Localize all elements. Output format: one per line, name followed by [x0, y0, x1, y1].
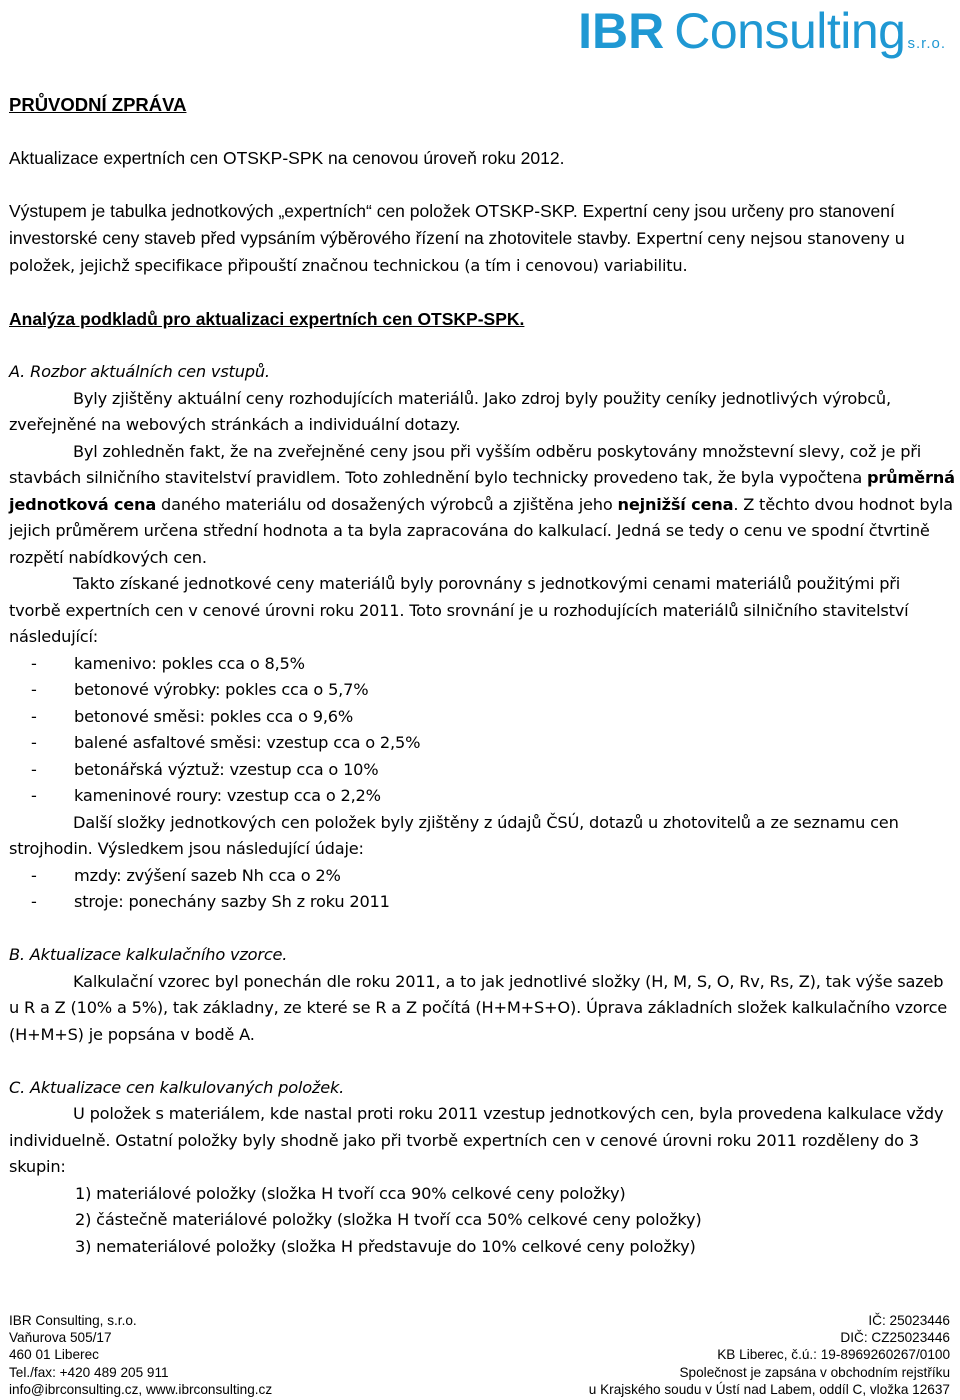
list-item: - betonářská výztuž: vzestup cca o 10% — [31, 759, 379, 779]
section-c-heading: C. Aktualizace cen kalkulovaných položek. — [9, 1077, 345, 1097]
footer-bank: KB Liberec, č.ú.: 19-8969260267/0100 — [717, 1347, 950, 1363]
list-item: - betonové směsi: pokles cca o 9,6% — [31, 706, 354, 726]
logo-suffix: s.r.o. — [907, 35, 946, 52]
footer-registration-info — [589, 1312, 950, 1398]
section-a-p3: Takto získané jednotkové ceny materiálů byly porovnány s jednotkovými cenami materiálů použitými při tvorbě expertních cen v cenové úrovni roku 2011. Toto srovnání je u rozhodujících materiálů silničního stavitelství následující: — [9, 574, 909, 646]
groups-list — [9, 1181, 955, 1261]
footer-ic: IČ: 25023446 — [868, 1313, 950, 1328]
analysis-heading: Analýza podkladů pro aktualizaci expertních cen OTSKP-SPK. — [9, 309, 525, 329]
section-a-heading: A. Rozbor aktuálních cen vstupů. — [9, 362, 270, 381]
bold-lowest-price: nejnižší cena — [617, 494, 734, 514]
footer-city: 460 01 Liberec — [9, 1347, 99, 1363]
document-title: PRŮVODNÍ ZPRÁVA — [9, 94, 187, 115]
footer-contact-links: info@ibrconsulting.cz, www.ibrconsulting.cz — [9, 1381, 273, 1397]
list-item: 3) nemateriálové položky (složka H představuje do 10% celkové ceny položky) — [75, 1236, 696, 1256]
other-inputs-list — [9, 863, 955, 916]
section-b-heading: B. Aktualizace kalkulačního vzorce. — [9, 945, 288, 964]
footer-street: Vaňurova 505/17 — [9, 1330, 112, 1346]
section-b-p1: Kalkulační vzorec byl ponechán dle roku 2011, a to jak jednotlivé složky (H, M, S, O, Rv, Rs, Z), tak výše sazeb u R a Z (10% a 5%), tak základny, ze které se R a Z počítá (H+M+S+O). Úprava základních složek kalkulačního vzorce (H+M+S) je popsána v bodě A. — [9, 971, 948, 1044]
section-a-p2: Byl zohledněn fakt, že na zveřejněné ceny jsou při vyšším odběru poskytovány množstevní slevy, což je při stavbách silničního stavitelství pravidlem. Toto zohlednění bylo technicky provedeno tak, že byla vypočtena průměrná jednotková cena daného materiálu od dosažených výrobců a zjištěna jeho nejnižší cena. Z těchto dvou hodnot byla jejich průměrem určena střední hodnota a ta byla zapracována do kalkulací. Jedná se tedy o cenu ve spodní čtvrtině rozpětí nabídkových cen. — [9, 441, 955, 567]
list-item: 2) částečně materiálové položky (složka H tvoří cca 50% celkové ceny položky) — [75, 1210, 702, 1229]
list-item: 1) materiálové položky (složka H tvoří cca 90% celkové ceny položky) — [75, 1183, 626, 1203]
list-item: - betonové výrobky: pokles cca o 5,7% — [31, 680, 369, 699]
company-logo — [578, 2, 946, 66]
purpose-paragraph — [9, 198, 955, 280]
list-item: - stroje: ponechány sazby Sh z roku 2011 — [31, 892, 390, 911]
section-a-p1: Byly zjištěny aktuální ceny rozhodujících materiálů. Jako zdroj byly použity ceníky jednotlivých výrobců, zveřejněné na webových stránkách a individuální dotazy. — [9, 388, 891, 434]
logo-brand: IBR — [578, 3, 665, 59]
list-item: - kameninové roury: vzestup cca o 2,2% — [31, 786, 381, 805]
footer-phone: Tel./fax: +420 489 205 911 — [9, 1364, 169, 1380]
section-a-p4: Další složky jednotkových cen položek byly zjištěny z údajů ČSÚ, dotazů u zhotovitelů a ze seznamu cen strojhodin. Výsledkem jsou následující údaje: — [9, 812, 899, 858]
intro-paragraph: Aktualizace expertních cen OTSKP-SPK na cenovou úroveň roku 2012. — [9, 148, 565, 168]
bold-average-price: průměrná jednotková cena — [9, 468, 955, 514]
materials-list — [9, 651, 955, 810]
logo-name: Consulting — [674, 3, 906, 59]
footer-register-line2: u Krajského soudu v Ústí nad Labem, oddíl C, vložka 12637 — [588, 1381, 950, 1397]
purpose-text-b: Expertní ceny nejsou stanoveny u položek, jejichž specifikace připouští značnou technickou (a tím i cenovou) variabilitu. — [9, 228, 905, 275]
list-item: - mzdy: zvýšení sazeb Nh cca o 2% — [31, 865, 341, 885]
section-c-p1: U položek s materiálem, kde nastal proti roku 2011 vzestup jednotkových cen, byla provedena kalkulace vždy individuelně. Ostatní položky byly shodně jako při tvorbě expertních cen v cenové úrovni roku 2011 rozděleny do 3 skupin: — [9, 1104, 944, 1176]
document-body — [9, 92, 955, 1260]
footer-company-name: IBR Consulting, s.r.o. — [9, 1313, 137, 1328]
footer-dic: DIČ: CZ25023446 — [840, 1330, 950, 1346]
purpose-text: Výstupem je tabulka jednotkových „expertních“ cen položek OTSKP-SKP. Expertní ceny jsou určeny pro stanovení investorské ceny staveb před vypsáním výběrového řízení na zhotovitele stavby. — [9, 201, 895, 248]
footer-company-info — [9, 1312, 272, 1398]
list-item: - balené asfaltové směsi: vzestup cca o 2,5% — [31, 733, 421, 752]
footer-register-line1: Společnost je zapsána v obchodním rejstříku — [679, 1364, 950, 1380]
section-a — [9, 359, 955, 1260]
list-item: - kamenivo: pokles cca o 8,5% — [31, 653, 305, 673]
